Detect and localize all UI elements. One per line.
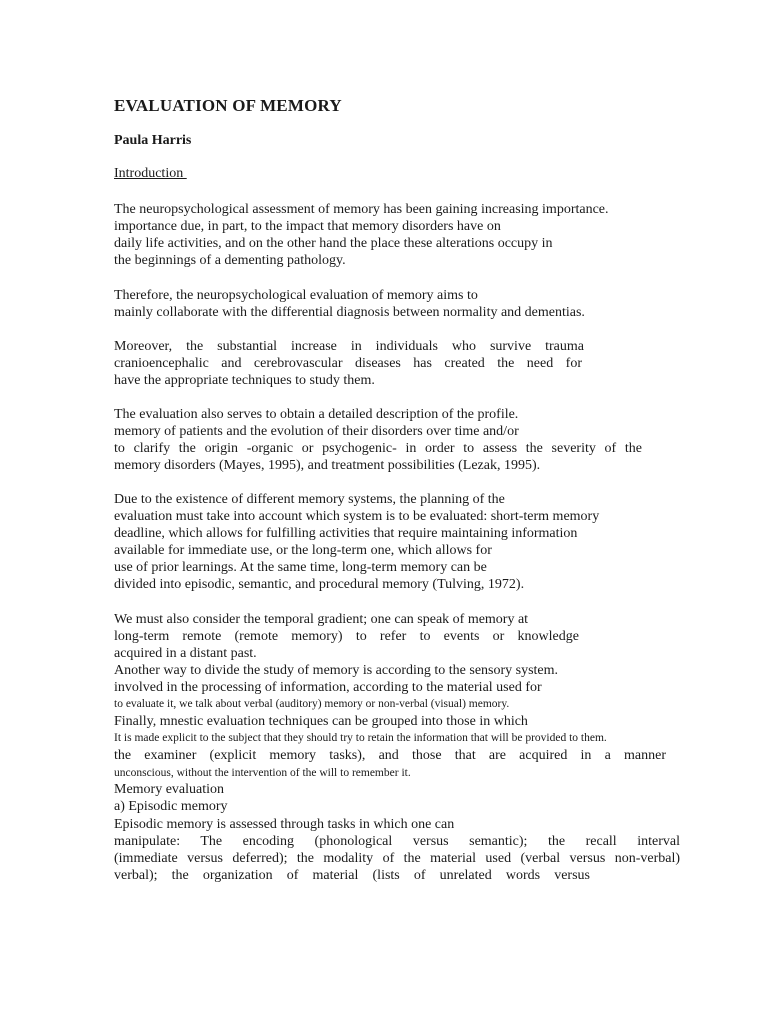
- body-line: importance due, in part, to the impact that memory disorders have on: [114, 219, 501, 234]
- body-line: Moreover, the substantial increase in individuals who survive trauma: [114, 339, 584, 354]
- subheading-memory-evaluation: Memory evaluation: [114, 782, 225, 797]
- body-line: the beginnings of a dementing pathology.: [114, 253, 346, 268]
- subheading-episodic-memory: a) Episodic memory: [114, 799, 228, 814]
- body-line: mainly collaborate with the differential diagnosis between normality and dementias.: [114, 305, 585, 320]
- body-line: to clarify the origin -organic or psychogenic- in order to assess the severity of the: [114, 441, 642, 456]
- body-line: manipulate: The encoding (phonological versus semantic); the recall interval: [114, 834, 680, 849]
- body-line: long-term remote (remote memory) to refer to events or knowledge: [114, 629, 579, 644]
- body-line: Therefore, the neuropsychological evaluation of memory aims to: [114, 288, 478, 303]
- document-title: EVALUATION OF MEMORY: [114, 96, 342, 115]
- body-line: Episodic memory is assessed through tasks in which one can: [114, 817, 455, 832]
- body-line: available for immediate use, or the long-term one, which allows for: [114, 543, 492, 558]
- author-name: Paula Harris: [114, 133, 192, 148]
- body-line: The neuropsychological assessment of memory has been gaining increasing importance.: [114, 202, 609, 217]
- body-line: We must also consider the temporal gradient; one can speak of memory at: [114, 612, 529, 627]
- body-line: verbal); the organization of material (lists of unrelated words versus: [114, 868, 590, 883]
- body-line: Another way to divide the study of memory is according to the sensory system.: [114, 663, 559, 678]
- body-line: memory of patients and the evolution of their disorders over time and/or: [114, 424, 519, 439]
- body-line: The evaluation also serves to obtain a detailed description of the profile.: [114, 407, 519, 422]
- body-line: have the appropriate techniques to study them.: [114, 373, 375, 388]
- body-line: evaluation must take into account which system is to be evaluated: short-term memory: [114, 509, 600, 524]
- body-line: It is made explicit to the subject that they should try to retain the information that will be provided to them.: [114, 732, 607, 744]
- body-line: Due to the existence of different memory systems, the planning of the: [114, 492, 505, 507]
- section-heading-introduction: Introduction: [114, 166, 187, 181]
- body-line: cranioencephalic and cerebrovascular diseases has created the need for: [114, 356, 582, 371]
- body-line: deadline, which allows for fulfilling activities that require maintaining information: [114, 526, 578, 541]
- body-line: Finally, mnestic evaluation techniques can be grouped into those in which: [114, 714, 528, 729]
- body-line: acquired in a distant past.: [114, 646, 257, 661]
- body-line: unconscious, without the intervention of the will to remember it.: [114, 767, 411, 779]
- body-line: involved in the processing of information, according to the material used for: [114, 680, 542, 695]
- body-line: (immediate versus deferred); the modality of the material used (verbal versus non-verbal): [114, 851, 680, 866]
- body-line: the examiner (explicit memory tasks), and those that are acquired in a manner: [114, 748, 666, 763]
- body-line: use of prior learnings. At the same time, long-term memory can be: [114, 560, 487, 575]
- body-line: memory disorders (Mayes, 1995), and treatment possibilities (Lezak, 1995).: [114, 458, 541, 473]
- body-line: divided into episodic, semantic, and procedural memory (Tulving, 1972).: [114, 577, 525, 592]
- body-line: to evaluate it, we talk about verbal (auditory) memory or non-verbal (visual) memory.: [114, 698, 510, 710]
- body-line: daily life activities, and on the other hand the place these alterations occupy in: [114, 236, 553, 251]
